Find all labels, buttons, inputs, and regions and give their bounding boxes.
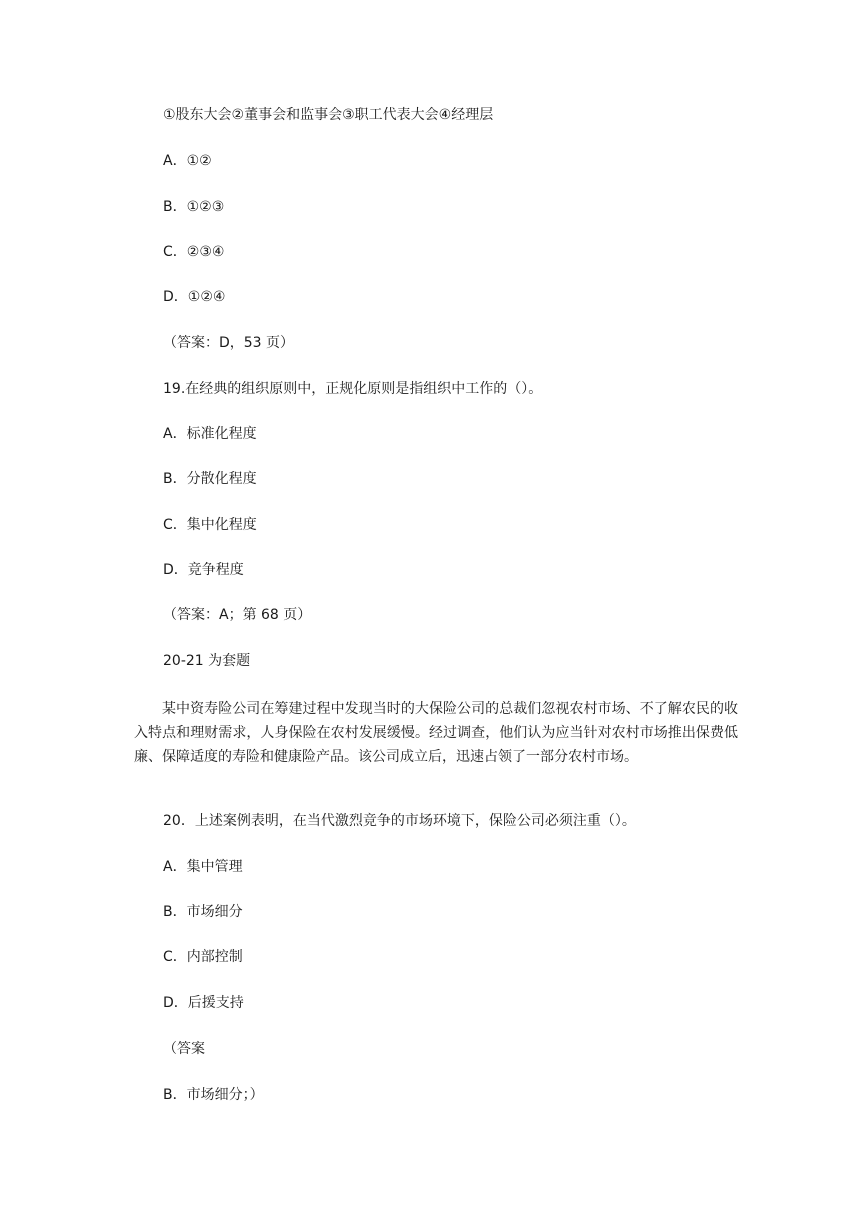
q20-option-c: C．内部控制 (163, 949, 243, 965)
q19-option-a: A．标准化程度 (163, 426, 257, 442)
q18-option-a: A．①② (163, 153, 212, 169)
q20-option-d: D．后援支持 (163, 995, 244, 1011)
q20-stem: 20．上述案例表明，在当代激烈竞争的市场环境下，保险公司必须注重（）。 (163, 813, 636, 829)
q19-option-c: C．集中化程度 (163, 517, 257, 533)
q18-option-d: D．①②④ (163, 289, 226, 305)
q20-answer-open: （答案 (163, 1041, 205, 1057)
q20-option-a: A．集中管理 (163, 859, 243, 875)
group-title: 20-21 为套题 (163, 653, 251, 669)
q19-option-b: B．分散化程度 (163, 471, 257, 487)
q20-answer-value: B．市场细分；） (163, 1087, 264, 1103)
q18-stem: ①股东大会②董事会和监事会③职工代表大会④经理层 (163, 107, 494, 123)
q19-stem: 19.在经典的组织原则中，正规化原则是指组织中工作的（）。 (163, 381, 543, 397)
case-paragraph: 某中资寿险公司在筹建过程中发现当时的大保险公司的总裁们忽视农村市场、不了解农民的收入特点和理财需求，人身保险在农村发展缓慢。经过调查，他们认为应当针对农村市场推出保费低廉、保障适度的寿险和健康险产品。该公司成立后，迅速占领了一部分农村市场。 (134, 701, 738, 765)
q19-answer: （答案：A；第 68 页） (163, 607, 312, 623)
q18-option-b: B．①②③ (163, 199, 225, 215)
q20-option-b: B．市场细分 (163, 904, 243, 920)
q18-answer: （答案：D，53 页） (163, 335, 295, 351)
q18-option-c: C．②③④ (163, 244, 225, 260)
q19-option-d: D．竞争程度 (163, 562, 244, 578)
